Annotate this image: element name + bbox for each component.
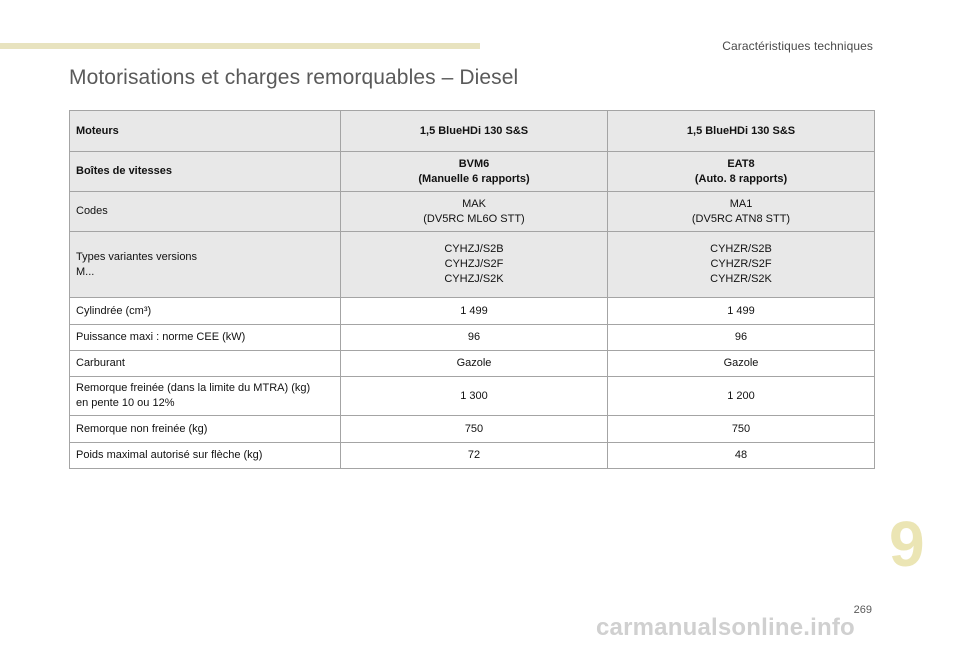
specs-table bbox=[69, 110, 875, 469]
cell-remorque-non-freinee-2: 750 bbox=[608, 416, 875, 443]
row-label-boites: Boîtes de vitesses bbox=[70, 152, 341, 192]
header-accent-rule bbox=[0, 43, 480, 49]
cell-poids-fleche-2: 48 bbox=[608, 443, 875, 469]
types-2-line-1: CYHZR/S2B bbox=[710, 243, 772, 255]
row-label-puissance: Puissance maxi : norme CEE (kW) bbox=[70, 325, 341, 351]
cell-types-2 bbox=[608, 232, 875, 298]
cell-cylindree-2: 1 499 bbox=[608, 298, 875, 325]
table-row-remorque-non-freinee bbox=[70, 416, 875, 443]
table-row-remorque-freinee bbox=[70, 377, 875, 416]
table-row-boites bbox=[70, 152, 875, 192]
table-row-codes bbox=[70, 192, 875, 232]
gearbox-2-code: EAT8 bbox=[727, 157, 755, 170]
cell-carburant-2: Gazole bbox=[608, 351, 875, 377]
row-label-types bbox=[70, 232, 341, 298]
page-title: Motorisations et charges remorquables – Diesel bbox=[69, 66, 519, 89]
chapter-number: 9 bbox=[889, 508, 925, 580]
types-2-line-2: CYHZR/S2F bbox=[710, 258, 772, 270]
row-label-remorque-freinee bbox=[70, 377, 341, 416]
types-2-line-3: CYHZR/S2K bbox=[710, 273, 772, 285]
cell-types-1 bbox=[341, 232, 608, 298]
types-1-line-2: CYHZJ/S2F bbox=[444, 258, 504, 270]
cell-codes-1 bbox=[341, 192, 608, 232]
table-row-types bbox=[70, 232, 875, 298]
table-row-poids-fleche bbox=[70, 443, 875, 469]
row-label-poids-fleche: Poids maximal autorisé sur flèche (kg) bbox=[70, 443, 341, 469]
row-label-moteurs: Moteurs bbox=[70, 111, 341, 152]
page-number: 269 bbox=[853, 604, 872, 616]
cell-codes-2 bbox=[608, 192, 875, 232]
codes-2-line-2: (DV5RC ATN8 STT) bbox=[691, 212, 791, 225]
row-label-remorque-non-freinee: Remorque non freinée (kg) bbox=[70, 416, 341, 443]
cell-remorque-freinee-1: 1 300 bbox=[341, 377, 608, 416]
row-label-carburant: Carburant bbox=[70, 351, 341, 377]
codes-1-line-1: MAK bbox=[462, 197, 486, 210]
types-label-line-2: M... bbox=[76, 265, 95, 278]
cell-remorque-non-freinee-1: 750 bbox=[341, 416, 608, 443]
row-label-codes: Codes bbox=[70, 192, 341, 232]
codes-1-line-2: (DV5RC ML6O STT) bbox=[423, 212, 525, 225]
gearbox-1-code: BVM6 bbox=[458, 157, 490, 170]
cell-cylindree-1: 1 499 bbox=[341, 298, 608, 325]
remorque-freinee-label-line-2: en pente 10 ou 12% bbox=[76, 397, 175, 409]
table-row-moteurs bbox=[70, 111, 875, 152]
table-row-cylindree bbox=[70, 298, 875, 325]
cell-remorque-freinee-2: 1 200 bbox=[608, 377, 875, 416]
cell-engine-2: 1,5 BlueHDi 130 S&S bbox=[608, 111, 875, 152]
cell-puissance-2: 96 bbox=[608, 325, 875, 351]
cell-puissance-1: 96 bbox=[341, 325, 608, 351]
table-row-carburant bbox=[70, 351, 875, 377]
cell-gearbox-2 bbox=[608, 152, 875, 192]
watermark-logo: carmanualsonline.info bbox=[596, 614, 855, 641]
types-label-line-1: Types variantes versions bbox=[76, 250, 198, 263]
table-row-puissance bbox=[70, 325, 875, 351]
section-header: Caractéristiques techniques bbox=[722, 39, 873, 53]
gearbox-2-desc: (Auto. 8 rapports) bbox=[694, 172, 788, 185]
types-1-line-3: CYHZJ/S2K bbox=[444, 273, 504, 285]
types-1-line-1: CYHZJ/S2B bbox=[444, 243, 504, 255]
remorque-freinee-label-line-1: Remorque freinée (dans la limite du MTRA) (kg) bbox=[76, 382, 311, 394]
cell-poids-fleche-1: 72 bbox=[341, 443, 608, 469]
cell-carburant-1: Gazole bbox=[341, 351, 608, 377]
cell-gearbox-1 bbox=[341, 152, 608, 192]
gearbox-1-desc: (Manuelle 6 rapports) bbox=[418, 172, 530, 185]
row-label-cylindree: Cylindrée (cm³) bbox=[70, 298, 341, 325]
cell-engine-1: 1,5 BlueHDi 130 S&S bbox=[341, 111, 608, 152]
codes-2-line-1: MA1 bbox=[729, 197, 753, 210]
